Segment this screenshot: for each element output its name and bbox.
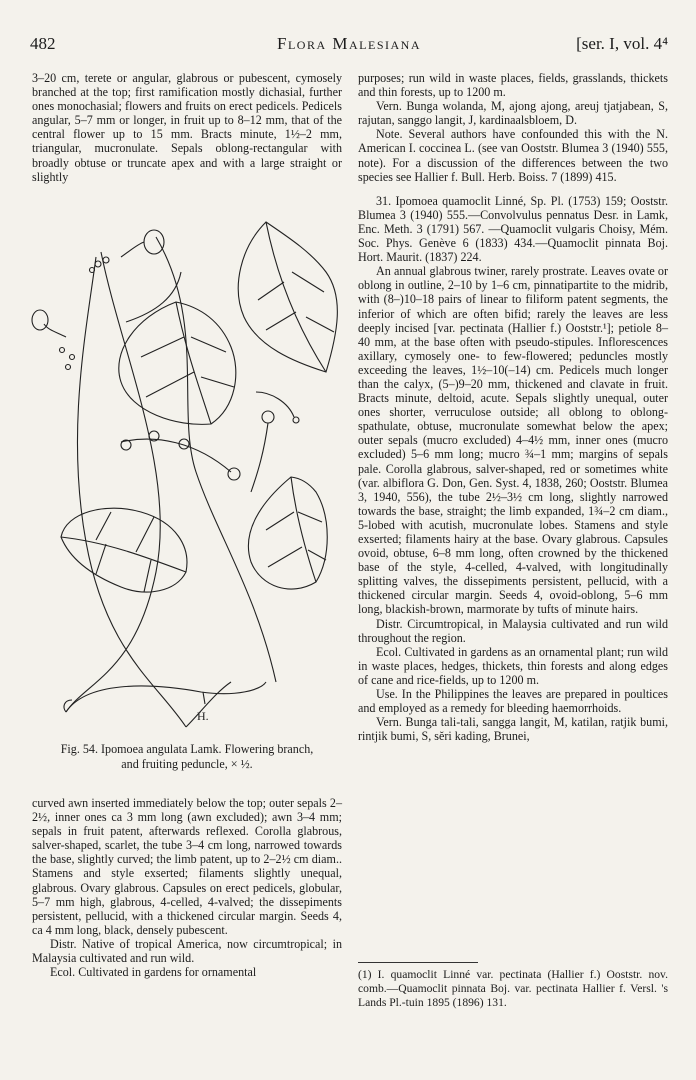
flower <box>44 324 66 337</box>
paragraph-distribution: Distr. Native of tropical America, now circumtropical; in Malaysia cultivated and run wild. <box>32 936 342 966</box>
paragraph-ecology: Ecol. Cultivated in gardens as an ornamental plant; run wild in waste places, hedges, thickets, thin forests and along edges of cane and rice-fields, up to 1200 m. <box>358 644 668 687</box>
footnote-rule <box>358 962 478 963</box>
paragraph-vernacular: Vern. Bunga wolanda, M, ajong ajong, areuj tjatjabean, S, rajutan, sanggo langit, J, kardinaalsbloem, D. <box>358 99 668 128</box>
figure-caption <box>32 742 342 772</box>
leaf <box>119 302 236 424</box>
left-column-bottom <box>32 796 342 979</box>
peduncle <box>121 439 231 472</box>
paragraph-vernacular: Vern. Bunga tali-tali, sangga langit, M, katilan, ratjik bumi, rintjik bumi, S, sĕri kading, Brunei, <box>358 715 668 744</box>
paragraph-distribution: Distr. Circumtropical, in Malaysia cultivated and run wild throughout the region. <box>358 616 668 645</box>
capsule <box>228 468 240 480</box>
paragraph: purposes; run wild in waste places, fields, grasslands, thickets and thin forests, up to 1200 m. <box>358 71 668 100</box>
series-volume: [ser. I, vol. 4⁴ <box>576 34 668 53</box>
signature-mark <box>203 692 205 704</box>
paragraph-description: An annual glabrous twiner, rarely prostrate. Leaves ovate or oblong in outline, 2–10 by 1–6 cm, pinnatipartite to the midrib, with (8–)10–18 pairs of linear to filiform patent segments, the inferior of which are often bifid; rarely the leaves are less deeply incised [var. pectinata (Hallier f.) Ooststr.¹]; petiole 8–40 mm, at the base often with pseudo-stipules. Inflorescences axillary, cymosely one- to few-flowered; peduncles mostly exceeding the leaves, 1½–10(–14) cm. Pedicels much longer than the calyx, (5–)9–20 mm, thickened and clavate in fruit. Bracts minute, deltoid, acute. Sepals slightly unequal, outer ones shorter, verruculose outside; all oblong to oblong-spathulate, obtuse, mucronulate somewhat below the apex; outer sepals (mucro excluded) 4–4½ mm, inner ones (mucro excluded) 5–6 mm long; mucro ¾–1 mm; margins of sepals pale. Corolla glabrous, salver-shaped, red or sometimes white (var. albiflora G. Don, Gen. Syst. 4, 1838, 260; Ooststr. Blumea 3, 1940, 556), the tube 2½–3½ cm long, slightly narrowed towards the base, straight; the limb expanded, 1¾–2 cm diam., 5-lobed with acutish, mucronulate lobes. Stamens and style exserted; filaments hairy at the base. Ovary glabrous. Capsules ovoid, obtuse, 6–8 mm long, often crowned by the thickened base of the style, 4-celled, 4-valved, with longitudinally splitting valves, the dissepiments persistent, pellucid, with a thickened circular margin. Seeds 4, ovoid-oblong, 5–6 mm long, blackish-brown, marmorate by tufts of minute hairs. <box>358 264 668 617</box>
paragraph-note: Note. Several authors have confounded this with the N. American I. coccinea L. (see van Ooststr. Blumea 3 (1940) 555, note). For a discussion of the differences between the two species see Hallier f. Bull. Herb. Boiss. 7 (1899) 415. <box>358 127 668 184</box>
page-number: 482 <box>30 34 56 53</box>
paragraph: curved awn inserted immediately below the top; outer sepals 2–2½, inner ones ca 3 mm long (awn excluded); awn 3–4 mm; sepals in fruit patent, afterwards reflexed. Corolla glabrous, salver-shaped, scarlet, the tube 3–4 cm long, narrowed towards the base, slightly curved; the limb patent, up to 2–2½ cm diam.. Stamens and style exserted; filaments slightly unequal, glabrous. Ovary glabrous. Capsules on erect pedicels, globular, 5–7 mm high, glabrous, 4-celled, 4-valved; the dissepiments persistent, pellucid, with a thickened circular margin. Seeds 4, ca 4 mm long, black, densely pubescent. <box>32 796 342 937</box>
footnote: (1) I. quamoclit Linné var. pectinata (Hallier f.) Ooststr. nov. comb.—Quamoclit pinnata Boj. var. pectinata Hallier f. Versl. 's Lands Pl.-tuin 1895 (1896) 131. <box>358 968 668 1009</box>
stem <box>66 252 160 712</box>
species-heading: 31. Ipomoea quamoclit Linné, Sp. Pl. (1753) 159; Ooststr. Blumea 3 (1940) 555.—Convolvulus pennatus Desr. in Lamk, Enc. Meth. 3 (1791) 567. —Quamoclit vulgaris Choisy, Mém. Soc. Phys. Genève 6 (1833) 434.—Quamoclit pinnata Boj. Hort. Maurit. (1837) 224. <box>358 193 668 265</box>
illustrator-signature: H. <box>197 709 209 723</box>
leaf <box>248 477 327 589</box>
stem <box>156 237 276 682</box>
paragraph: 3–20 cm, terete or angular, glabrous or pubescent, cymosely branched at the top; first ramification mostly dichasial, further ones monochasial; flowers and fruits on erect pedicels. Pedicels angular, 5–7 mm or longer, in fruit up to 8–12 mm, that of the central flower up to 15 mm. Bracts minute, 1½–2 mm, triangular, mucronulate. Sepals oblong-rectangular with broadly obtuse or truncate apex and with a large straight or slightly <box>32 71 342 184</box>
page-header <box>30 34 668 56</box>
paragraph-use: Use. In the Philippines the leaves are prepared in poultices and employed as a remedy for bleeding haemorrhoids. <box>358 687 668 716</box>
caption-line: Fig. 54. Ipomoea angulata Lamk. Flowering branch, <box>60 742 314 756</box>
paragraph-ecology: Ecol. Cultivated in gardens for ornamental <box>50 965 257 980</box>
caption-line: and fruiting peduncle, × ½. <box>121 757 253 771</box>
flower <box>121 242 144 257</box>
stem <box>126 272 181 322</box>
botanical-illustration <box>26 212 348 737</box>
left-column-top <box>32 71 342 184</box>
right-column <box>358 71 668 743</box>
running-title: Flora Malesiana <box>277 34 421 53</box>
stem <box>77 257 186 727</box>
capsule <box>262 411 274 423</box>
stem <box>66 682 266 712</box>
